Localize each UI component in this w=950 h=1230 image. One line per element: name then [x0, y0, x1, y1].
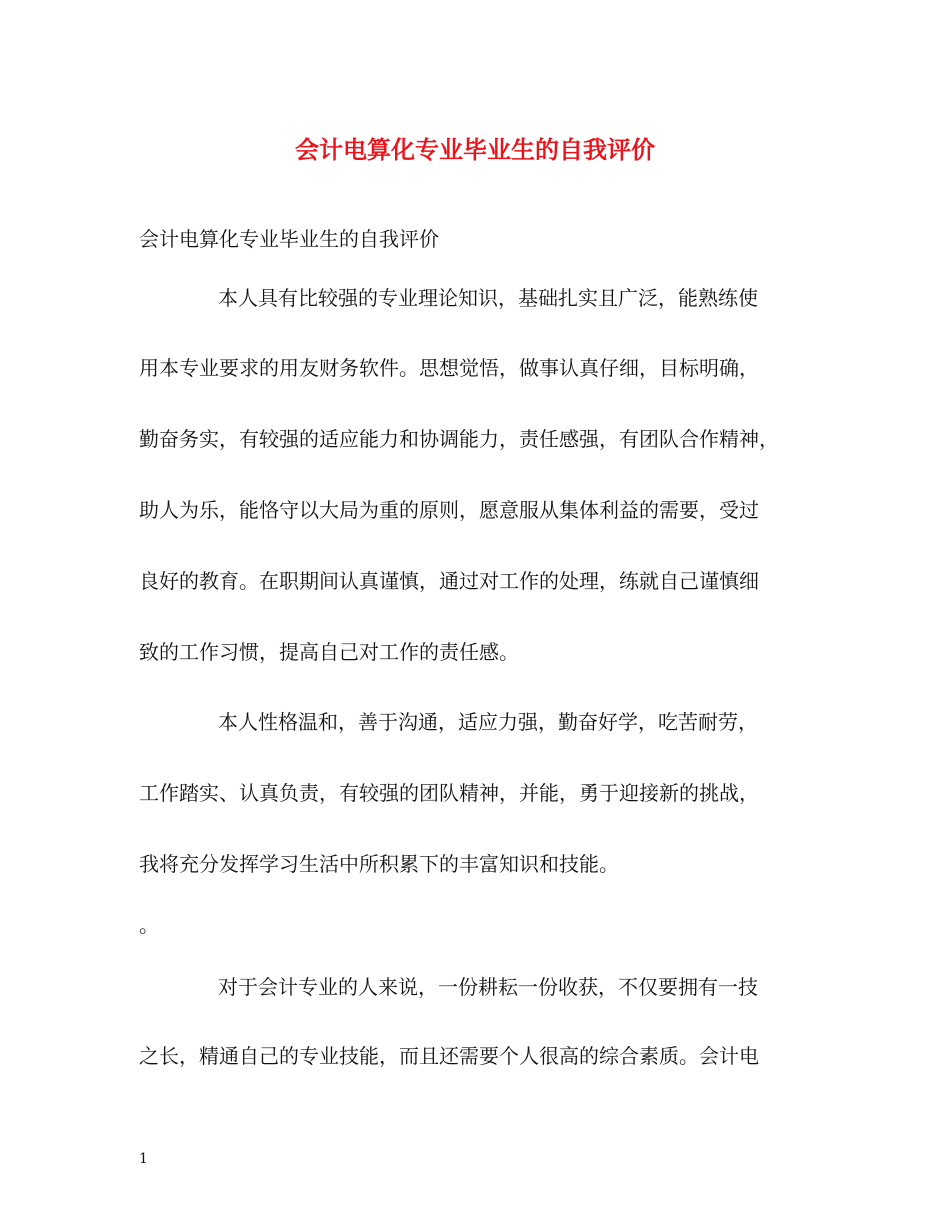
paragraph-line: 。 — [139, 913, 159, 937]
paragraph-line: 对于会计专业的人来说，一份耕耘一份收获，不仅要拥有一技 — [218, 975, 758, 999]
paragraph-line: 致的工作习惯，提高自己对工作的责任感。 — [139, 640, 519, 664]
paragraph-line: 助人为乐，能恪守以大局为重的原则，愿意服从集体利益的需要，受过 — [139, 498, 759, 522]
paragraph-line: 用本专业要求的用友财务软件。思想觉悟，做事认真仔细，目标明确， — [139, 356, 759, 380]
paragraph-line: 之长，精通自己的专业技能，而且还需要个人很高的综合素质。会计电 — [139, 1044, 759, 1068]
document-title: 会计电算化专业毕业生的自我评价 — [295, 135, 655, 164]
paragraph-line: 本人性格温和，善于沟通，适应力强，勤奋好学，吃苦耐劳， — [218, 710, 758, 734]
paragraph-line: 工作踏实、认真负责，有较强的团队精神，并能，勇于迎接新的挑战， — [139, 781, 759, 805]
paragraph-line: 本人具有比较强的专业理论知识，基础扎实且广泛，能熟练使 — [218, 286, 758, 310]
paragraph-line: 良好的教育。在职期间认真谨慎，通过对工作的处理，练就自己谨慎细 — [139, 569, 759, 593]
paragraph-line: 勤奋务实，有较强的适应能力和协调能力，责任感强，有团队合作精神， — [139, 427, 779, 451]
page-number: 1 — [139, 1151, 148, 1167]
document-subtitle: 会计电算化专业毕业生的自我评价 — [139, 227, 439, 251]
paragraph-line: 我将充分发挥学习生活中所积累下的丰富知识和技能。 — [139, 852, 619, 876]
